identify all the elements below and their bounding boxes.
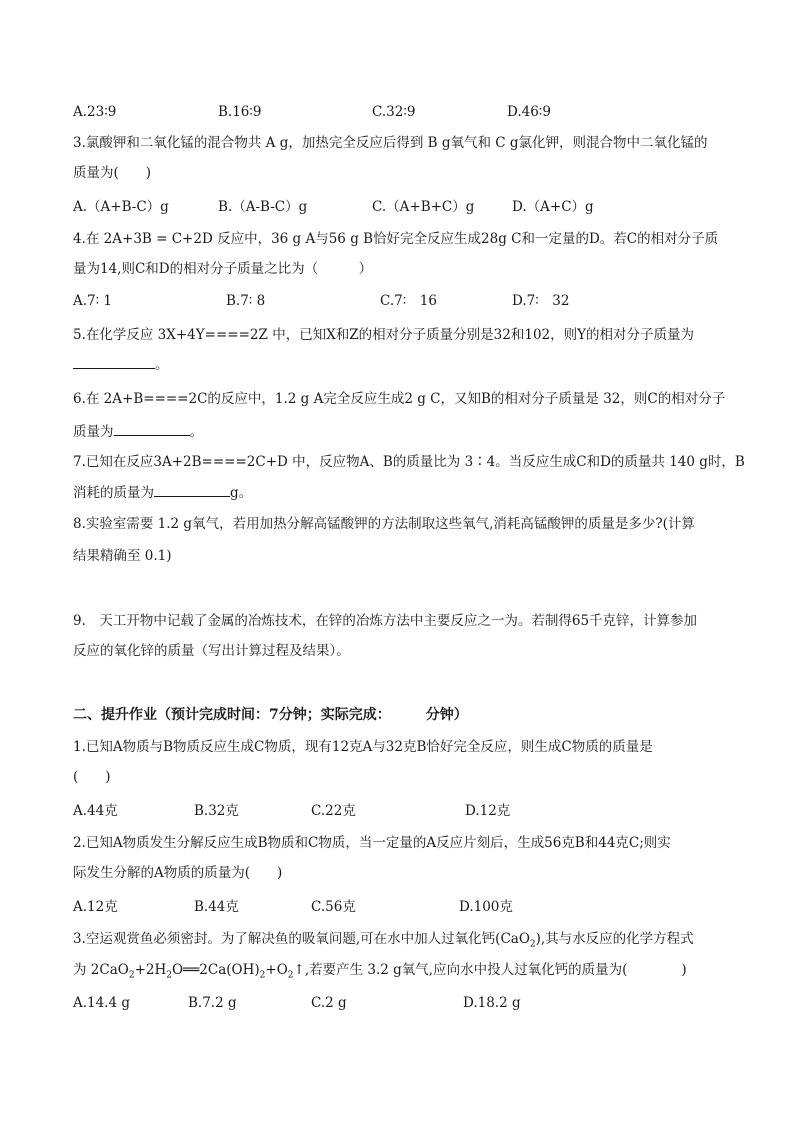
s2-q2-option-b: B.44克	[194, 899, 239, 915]
q6-line-2-prefix: 质量为	[73, 424, 114, 440]
q4-option-d: D.7∶ 32	[512, 293, 570, 309]
q5-answer-blank	[73, 355, 155, 369]
q4-line-1: 4.在 2A+3B = C+2D 反应中，36 g A与56 g B恰好完全反应生成28g C和一定量的D。若C的相对分子质	[73, 231, 719, 247]
s2-q2-option-c: C.56克	[311, 899, 356, 915]
s2-q3-option-c: C.2 g	[311, 995, 347, 1011]
section-2-title: 二、提升作业（预计完成时间：7分钟；实际完成： 分钟）	[73, 707, 468, 723]
q3-line-1: 3.氯酸钾和二氧化锰的混合物共 A g，加热完全反应后得到 B g氧气和 C g氯化钾，则混合物中二氧化锰的	[73, 135, 708, 151]
q5-line-2	[73, 355, 169, 375]
q3-option-c: C.（A+B+C）g	[372, 199, 475, 215]
q2-option-b: B.16∶9	[218, 104, 262, 120]
q7-line-2-suffix: g。	[230, 485, 253, 501]
q2-option-a: A.23∶9	[73, 104, 117, 120]
s2-q3-line-1	[73, 929, 694, 949]
q3-option-d: D.（A+C）g	[512, 199, 594, 215]
s2-q3-subscript: 2	[166, 970, 172, 981]
q5-line-1: 5.在化学反应 3X+4Y====2Z 中，已知X和Z的相对分子质量分别是32和102，则Y的相对分子质量为	[73, 327, 695, 343]
s2-q3-equation-part: +2H	[134, 962, 167, 978]
s2-q3-equation-part: 为 2CaO	[73, 962, 129, 978]
q3-option-b: B.（A-B-C）g	[218, 199, 308, 215]
s2-q3-option-d: D.18.2 g	[463, 995, 521, 1011]
q6-line-2-suffix: 。	[189, 424, 203, 440]
s2-q3-subscript: 2	[128, 970, 135, 981]
q2-option-c: C.32∶9	[372, 104, 416, 120]
s2-q3-subscript: 2	[287, 970, 294, 981]
s2-q3-equation-part: +O	[265, 962, 288, 978]
q7-line-2	[73, 483, 252, 503]
s2-q3-subscript: 2	[259, 970, 266, 981]
q7-line-1: 7.已知在反应3A+2B====2C+D 中，反应物A、B的质量比为 3∶4。当反应生成C和D的质量共 140 g时，B	[73, 454, 745, 470]
s2-q1-line-1: 1.已知A物质与B物质反应生成C物质，现有12克A与32克B恰好完全反应，则生成C物质的质量是	[73, 739, 653, 755]
s2-q2-line-1: 2.已知A物质发生分解反应生成B物质和C物质，当一定量的A反应片刻后，生成56克B和44克C;则实	[73, 835, 671, 851]
s2-q2-option-d: D.100克	[459, 899, 513, 915]
q2-option-d: D.46∶9	[507, 104, 551, 120]
q4-option-c: C.7∶ 16	[380, 293, 437, 309]
s2-q3-line-1-text: 3.空运观赏鱼必须密封。为了解决鱼的吸氧问题,可在水中加人过氧化钙(CaO	[73, 931, 530, 947]
q6-line-1: 6.在 2A+B====2C的反应中，1.2 g A完全反应生成2 g C，又知B的相对分子质量是 32，则C的相对分子	[73, 391, 726, 407]
s2-q1-option-b: B.32克	[194, 803, 239, 819]
s2-q2-line-2: 际发生分解的A物质的质量为( )	[73, 865, 283, 881]
s2-q3-line-1-text-end: ),其与水反应的化学方程式	[535, 931, 694, 947]
s2-q1-option-d: D.12克	[465, 803, 511, 819]
q8-line-2: 结果精确至 0.1)	[73, 548, 172, 564]
q6-line-2	[73, 422, 203, 442]
s2-q1-option-a: A.44克	[73, 803, 118, 819]
s2-q3-line-2-text-end: ↑,若要产生 3.2 g氧气,应向水中投人过氧化钙的质量为( )	[293, 962, 687, 978]
q9-line-1: 9. 天工开物中记载了金属的冶炼技术，在锌的冶炼方法中主要反应之一为。若制得65千克锌，计算参加	[73, 613, 698, 629]
q4-option-b: B.7∶ 8	[226, 293, 266, 309]
q6-answer-blank	[114, 422, 190, 436]
q7-line-2-prefix: 消耗的质量为	[73, 485, 154, 501]
q8-line-1: 8.实验室需要 1.2 g氧气，若用加热分解高锰酸钾的方法制取这些氧气,消耗高锰酸钾的质量是多少?(计算	[73, 516, 695, 532]
s2-q3-option-a: A.14.4 g	[73, 995, 131, 1011]
s2-q1-line-2: ( )	[73, 769, 111, 785]
s2-q3-equation-part: O══2Ca(OH)	[171, 962, 260, 978]
s2-q3-subscript: 2	[529, 939, 536, 950]
q5-line-2-suffix: 。	[155, 357, 169, 373]
q3-line-2: 质量为( )	[73, 165, 152, 181]
q4-option-a: A.7∶ 1	[73, 293, 113, 309]
q4-line-2: 量为14,则C和D的相对分子质量之比为（ ）	[73, 261, 373, 277]
s2-q3-line-2	[73, 960, 687, 980]
q9-line-2: 反应的氧化锌的质量（写出计算过程及结果）。	[73, 643, 350, 659]
q7-answer-blank	[154, 483, 230, 497]
s2-q3-option-b: B.7.2 g	[188, 995, 237, 1011]
s2-q1-option-c: C.22克	[311, 803, 356, 819]
s2-q2-option-a: A.12克	[73, 899, 118, 915]
q3-option-a: A.（A+B-C）g	[73, 199, 169, 215]
